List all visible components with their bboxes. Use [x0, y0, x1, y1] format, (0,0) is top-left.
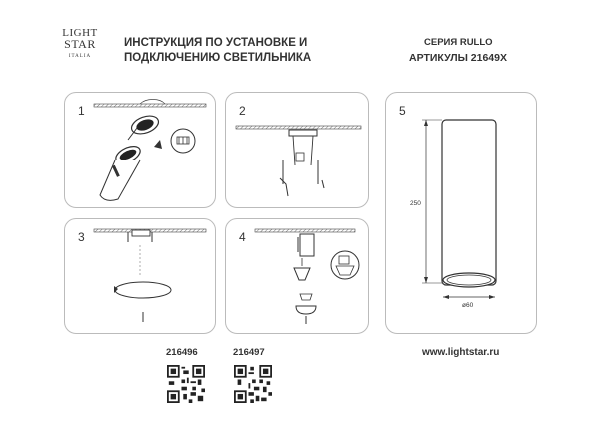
height-dimension: 250	[410, 200, 421, 207]
title-line-2: ПОДКЛЮЧЕНИЮ СВЕТИЛЬНИКА	[124, 52, 312, 64]
step-number-5: 5	[399, 104, 406, 118]
step-1-illustration	[94, 100, 206, 201]
article-label: АРТИКУЛЫ 21649X	[409, 52, 507, 64]
step-4-illustration	[255, 229, 359, 324]
step-number-1: 1	[78, 104, 85, 118]
qr-code-216497	[234, 365, 272, 403]
step-2-illustration	[236, 126, 361, 196]
step-number-4: 4	[239, 230, 246, 244]
diameter-dimension: ø60	[462, 302, 474, 309]
step-number-3: 3	[78, 230, 85, 244]
article-code-1: 216496	[166, 347, 198, 358]
step-number-2: 2	[239, 104, 246, 118]
step-5-illustration	[422, 120, 496, 299]
logo-line-1: LIGHT	[62, 27, 98, 39]
logo-line-2: STAR	[64, 37, 96, 51]
series-label: СЕРИЯ RULLO	[424, 37, 493, 48]
logo-line-3: ITALIA	[68, 54, 92, 59]
title-line-1: ИНСТРУКЦИЯ ПО УСТАНОВКЕ И	[124, 37, 308, 49]
step-3-illustration	[94, 229, 206, 322]
qr-code-216496	[167, 365, 205, 403]
article-code-2: 216497	[233, 347, 265, 358]
website-link[interactable]: www.lightstar.ru	[422, 347, 500, 358]
